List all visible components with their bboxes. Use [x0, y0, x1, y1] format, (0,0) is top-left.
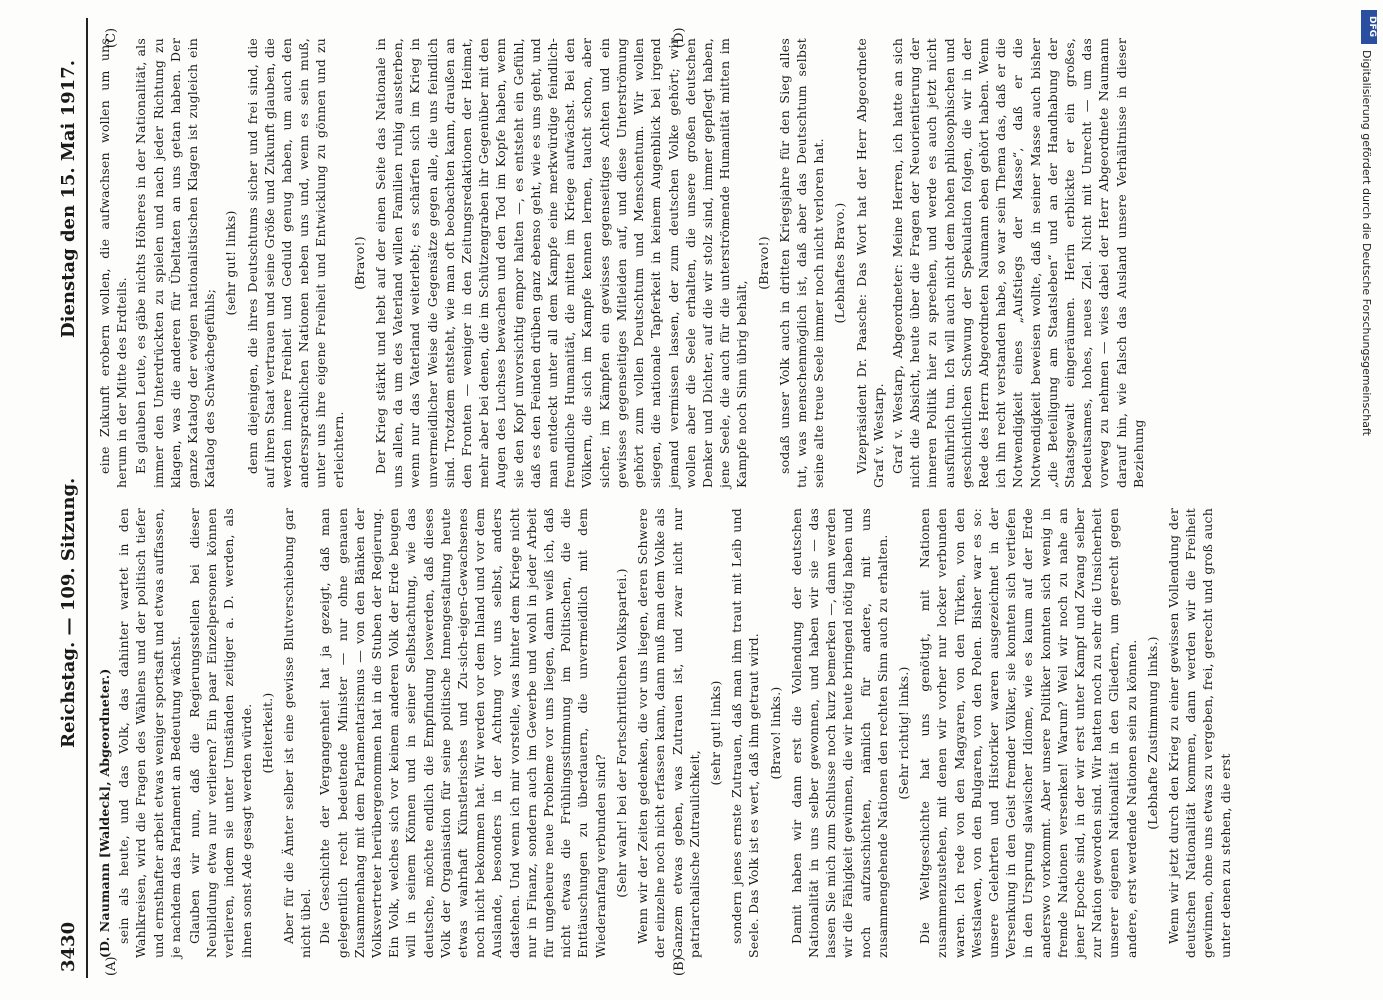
- interjection: (Sehr wahr! bei der Fortschrittlichen Volkspartei.): [613, 568, 629, 898]
- interjection: (Bravo!): [755, 236, 771, 290]
- interjection: (Sehr richtig! links.): [895, 666, 911, 800]
- paragraph: sondern jenes ernste Zutrauen, daß man ihm traut mit Leib und Seele. Das Volk ist es wert, daß ihm getraut wird.: [729, 508, 762, 958]
- session-title: Reichstag. — 109. Sitzung.: [58, 477, 79, 748]
- credit-text: Digitalisierung gefördert durch die Deutsche Forschungsgemeinschaft: [1360, 50, 1373, 436]
- rotated-scan: [32, 18, 1332, 978]
- paragraph: Glauben wir nun, daß die Regierungsstellen bei dieser Neubildung etwa nur verlieren? Ein paar Einzelpersonen können verlieren, indem sie unter Umständen zeitiger a. D. werden, als ihnen sonst Ade gesagt werden würde.: [187, 508, 254, 958]
- session-date: Dienstag den 15. Mai 1917.: [58, 60, 79, 338]
- right-column: [96, 38, 1149, 488]
- margin-mark-d: (D): [672, 27, 687, 48]
- paragraph: Vizepräsident Dr. Paasche: Das Wort hat der Herr Abgeordnete Graf v. Westarp.: [853, 38, 886, 488]
- margin-mark-a: (A): [104, 956, 119, 976]
- paragraph: eine Zukunft erobern wollen, die aufwachsen wollen um uns herum in der Mitte des Erdteils.: [97, 38, 130, 488]
- page-number: 3430: [58, 921, 79, 972]
- paragraph: denn diejenigen, die ihres Deutschtums sicher und frei sind, die auf ihren Staat vertrauen und seine Größe und Zukunft glauben, die werden innere Freiheit und Geduld genug haben, um auch den anderssprachlichen Nationen neben uns und, wenn es sein muß, unter uns ihre eigene Freiheit und Entwicklung zu gönnen und zu erleichtern.: [244, 38, 346, 488]
- interjection: (Heiterkeit.): [259, 692, 275, 774]
- paragraph: Wenn wir jetzt durch den Krieg zu einer gewissen Vollendung der deutschen Nationalität kommen, dann werden wir die Freiheit gewinnen, ohne uns etwas zu vergeben, frei, gerecht und groß auch unter denen zu stehen, die erst: [1165, 508, 1233, 958]
- paragraph: sodaß unser Volk auch in dritten Kriegsjahre für den Sieg alles tut, was menschenmöglich ist, daß aber das Deutschtum selbst seine alte treue Seele immer noch nicht verloren hat.: [776, 38, 827, 488]
- paragraph: Die Geschichte der Vergangenheit hat ja gezeigt, daß man gelegentlich recht bedeutende Minister — nur ohne genauen Zusammenhang mit dem Parlamentarismus — von den Bänken der Volksvertreter herübergenommen hat in die Stuben der Regierung. Ein Volk, welches sich vor keinem anderen Volk der Erde beugen will in seinem Können und in seiner Selbstachtung, wie das deutsche, möchte endlich die Empfindung loswerden, daß dieses Volk der Organisation für seine politische Innengestaltung heute etwas wahrhaft Künstlerisches und Zu-sich-eigen-Gewachsenes noch nicht bekommen hat. Wir werden vor dem Inland und vor dem Auslande, besonders in der Achtung vor uns selbst, anders dastehen. Und wenn ich mir vorstelle, was hinter dem Kriege nicht nur in Finanz, sondern auch im Gewerbe und wohl in jeder Arbeit für ungeheure neue Probleme vor uns liegen, dann weiß ich, daß nicht etwas die Frühlingsstimmung im Politischen, die die Enttäuschungen zu überdauern, die unvermeidlich mit dem Wiederanfang verbunden sind?: [317, 508, 608, 958]
- margin-mark-b: (B): [672, 956, 687, 976]
- left-column: [96, 508, 1236, 958]
- credit-strip: [1355, 50, 1377, 1000]
- paragraph: Aber für die Ämter selber ist eine gewisse Blutverschiebung gar nicht übel.: [281, 508, 314, 958]
- paragraph: Es glauben Leute, es gäbe nichts Höheres in der Nationalität, als immer den Unterdrückten zu spielen und nach jeder Richtung zu klagen, was die anderen für Übeltaten an uns getan haben. Der ganze Katalog der ewigen nationalistischen Klagen ist zugleich ein Katalog des Schwächegefühls;: [133, 38, 218, 488]
- paragraph: Der Krieg stärkt und hebt auf der einen Seite das Nationale in uns allen, da um des Vaterland willen Familien ruhig aussterben, wenn nur das Vaterland weiterlebt; es schärfen sich im Krieg in unvermeidlicher Weise die Gegensätze gegen alle, die uns feindlich sind. Trotzdem entsteht, wie man oft beobachten kann, draußen an den Fronten — weniger in den Zeitungsredaktionen der Heimat, mehr aber bei denen, die im Schützengraben ihr Gegenüber mit den Augen des Luchses bewachen und den Tod im Kopfe haben, wenn sie den Kopf unvorsichtig empor halten —, es entsteht ein Gefühl, daß es den Feinden drüben ganz ebenso geht, wie es uns geht, und man entdeckt unter all dem Kampfe eine merkwürdige feindlich-freundliche Humanität, die mitten im Kriege aufwächst. Bei den Völkern, die sich im Kampfe kennen lernen, taucht schon, aber sicher, im Kämpfen ein gewisses gegenseitiges Achten und ein gewisses gegenseitiges Mitleiden auf, und diese Unterströmung gehört zum vollen Deutschtum und Menschentum. Wir wollen siegen, die nationale Tapferkeit in keinem Augenblick bei irgend jemand vermissen lassen, der zum deutschen Volke gehört; wir wollen aber die Seele erhalten, die unsere großen deutschen Denker und Dichter, auf die wir stolz sind, immer gepflegt haben, jene Seele, die auch für die unterströmende Humanität mitten im Kampfe noch Sinn übrig behält,: [373, 38, 750, 488]
- interjection: (Bravo! links.): [767, 686, 783, 780]
- page-header: [52, 18, 88, 978]
- paragraph: Wenn wir der Zeiten gedenken, die vor uns liegen, deren Schwere der einzelne noch nicht erfassen kann, dann muß man dem Volke als Ganzem etwas geben, was Zutrauen ist, und zwar nicht nur patriarchalische Zutraulichkeit,: [635, 508, 702, 958]
- interjection: (Bravo!): [351, 236, 367, 290]
- paragraph: Die Weltgeschichte hat uns genötigt, mit Nationen zusammenzustehen, mit denen wir vorher nur locker verbunden waren. Ich rede von den Magyaren, von den Türken, von den Westslawen, von den Bulgaren, von den Polen. Bisher war es so: unsere Gelehrten und Historiker waren ausgezeichnet in der Versenkung in den Geist fremder Völker, sie konnten sich vertiefen in den Ursprung slawischer Idiome, wie es kaum auf der Erde anderswo vorkommt. Aber unsere Politiker konnten sich wenig in fremde Nationen versenken! Warum? Weil wir noch zu nahe an jener Epoche sind, in der wir erst unter Kampf und Zwang selber zur Nation geworden sind. Wir hatten noch zu sehr die Unsicherheit unserer eigenen Nationalität in den Gliedern, um gerecht gegen andere, erst werdende Nationen sein zu können.: [917, 508, 1139, 958]
- interjection: (Lebhafte Zustimmung links.): [1144, 636, 1160, 830]
- paragraph: sein als heute, und das Volk, das dahinter wartet in den Wahlkreisen, wird die Fragen des Wählens und der politisch tiefer und ernsthafter arbeit etwas weniger sportsaft und etwas auffassen, je nachdem das Parlament an Bedeutung wächst.: [116, 508, 183, 958]
- dfg-logo: DFG: [1361, 10, 1377, 44]
- paragraph: Damit haben wir dann erst die Vollendung der deutschen Nationalität in uns selber gewonnen, und haben wir sie — das lassen Sie mich zum Schlusse noch kurz bemerken —, dann werden wir die Fähigkeit gewinnen, die wir heute bringend nötig haben und noch aufzuschichten, nämlich für andere, mit uns zusammengehende Nationen den rechten Sinn auch zu erhalten.: [788, 508, 890, 958]
- paragraph: Graf v. Westarp, Abgeordneter: Meine Herren, ich hatte an sich nicht die Absicht, heute über die Fragen der Neuorientierung der inneren Politik hier zu sprechen, und werde es auch jetzt nicht ausführlich tun. Ich will auch nicht dem hohen philosophischen und geschichtlichen Schwung der Spekulation folgen, die wir in der Rede des Herrn Abgeordneten Naumann eben gehört haben. Wenn ich ihn recht verstanden habe, so war sein Thema das, daß er die Notwendigkeit eines „Aufstiegs der Masse“, daß er die Notwendigkeit beweisen wollte, daß in seiner Masse auch bisher „die Beteiligung am Staatsleben“ und an der Handhabung der Staatsgewalt eingeräumen. Herin erblickte er ein großes, bedeutsames, hohes, neues Ziel. Nicht mit Unrecht — um das vorweg zu nehmen — wies dabei der Herr Abgeordnete Naumann darauf hin, wie falsch das Ausland unsere Verhältnisse in dieser Beziehung: [889, 38, 1146, 488]
- interjection: (Lebhaftes Bravo.): [832, 202, 848, 324]
- interjection: (sehr gut! links): [223, 210, 239, 316]
- margin-mark-c: (C): [104, 27, 119, 48]
- speaker-line: (D. Naumann [Waldeck], Abgeordneter.): [97, 668, 112, 958]
- interjection: (sehr gut! links): [707, 680, 723, 786]
